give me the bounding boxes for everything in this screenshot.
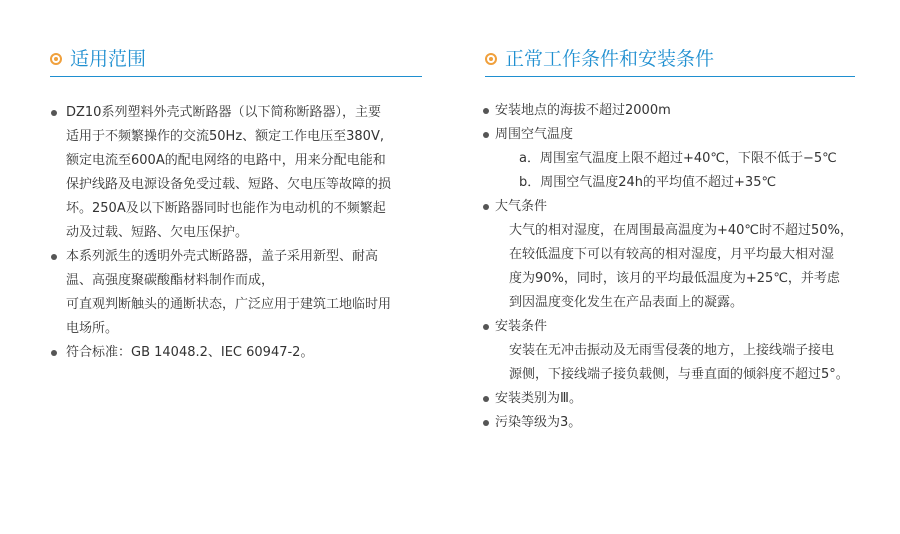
sub-text-line: 度为90%，同时，该月的平均最低温度为+25℃，并考虑 — [509, 271, 840, 286]
text-line: 动及过载、短路、欠电压保护。 — [66, 225, 249, 240]
bullet-dot-icon — [483, 132, 489, 138]
conditions-title: 正常工作条件和安装条件 — [505, 48, 715, 70]
scope-section — [50, 44, 422, 365]
text-line: 额定电流至600A的配电网络的电路中，用来分配电能和 — [66, 153, 386, 168]
text-line: 电场所。 — [66, 321, 119, 336]
text-line: 安装条件 — [495, 319, 548, 334]
scope-list — [50, 101, 422, 365]
bullet-dot-icon — [483, 324, 489, 330]
scope-header — [50, 44, 422, 77]
text-line: 符合标准：GB 14048.2、IEC 60947-2。 — [66, 345, 314, 360]
text-line: 适用于不频繁操作的交流50Hz、额定工作电压至380V, — [66, 129, 384, 144]
list-item — [485, 387, 855, 411]
text-line: 温、高强度聚碳酸酯材料制作而成， — [66, 273, 275, 288]
bullet-dot-icon — [51, 254, 57, 260]
text-line: 污染等级为3。 — [495, 415, 582, 430]
list-item — [485, 99, 855, 123]
list-item — [50, 341, 422, 365]
sub-text-line: 大气的相对湿度，在周围最高温度为+40℃时不超过50%， — [509, 223, 853, 238]
text-line: 安装地点的海拔不超过2000m — [495, 103, 671, 118]
sub-text-line: 源侧，下接线端子接负载侧，与垂直面的倾斜度不超过5°。 — [509, 367, 849, 382]
text-line: 坏。250A及以下断路器同时也能作为电动机的不频繁起 — [66, 201, 386, 216]
sub-text-line: 到因温度变化发生在产品表面上的凝露。 — [509, 295, 744, 310]
text-line: 安装类别为Ⅲ。 — [495, 391, 582, 406]
text-line: 本系列派生的透明外壳式断路器，盖子采用新型、耐高 — [66, 249, 379, 264]
text-line: 保护线路及电源设备免受过载、短路、欠电压等故障的损 — [66, 177, 392, 192]
bullet-dot-icon — [483, 204, 489, 210]
text-line: 可直观判断触头的通断状态，广泛应用于建筑工地临时用 — [66, 297, 392, 312]
bullet-dot-icon — [483, 108, 489, 114]
list-item — [50, 245, 422, 341]
list-item — [485, 195, 855, 315]
text-line: 大气条件 — [495, 199, 548, 214]
bullet-dot-icon — [51, 110, 57, 116]
sub-text-line: 在较低温度下可以有较高的相对湿度，月平均最大相对湿 — [509, 247, 835, 262]
conditions-list — [485, 99, 855, 435]
sub-text-line: a．周围室气温度上限不超过+40℃，下限不低于−5℃ — [519, 151, 837, 166]
sub-text-line: b．周围空气温度24h的平均值不超过+35℃ — [519, 175, 777, 190]
scope-title: 适用范围 — [70, 48, 147, 70]
conditions-section — [485, 44, 855, 435]
bullet-dot-icon — [51, 350, 57, 356]
text-line: 周围空气温度 — [495, 127, 574, 142]
target-circle-icon — [50, 53, 62, 65]
list-item — [485, 411, 855, 435]
list-item — [485, 123, 855, 195]
conditions-header — [485, 44, 855, 77]
list-item — [485, 315, 855, 387]
sub-text-line: 安装在无冲击振动及无雨雪侵袭的地方，上接线端子接电 — [509, 343, 835, 358]
bullet-dot-icon — [483, 420, 489, 426]
target-circle-icon — [485, 53, 497, 65]
text-line: DZ10系列塑料外壳式断路器（以下简称断路器），主要 — [66, 105, 381, 120]
bullet-dot-icon — [483, 396, 489, 402]
list-item — [50, 101, 422, 245]
